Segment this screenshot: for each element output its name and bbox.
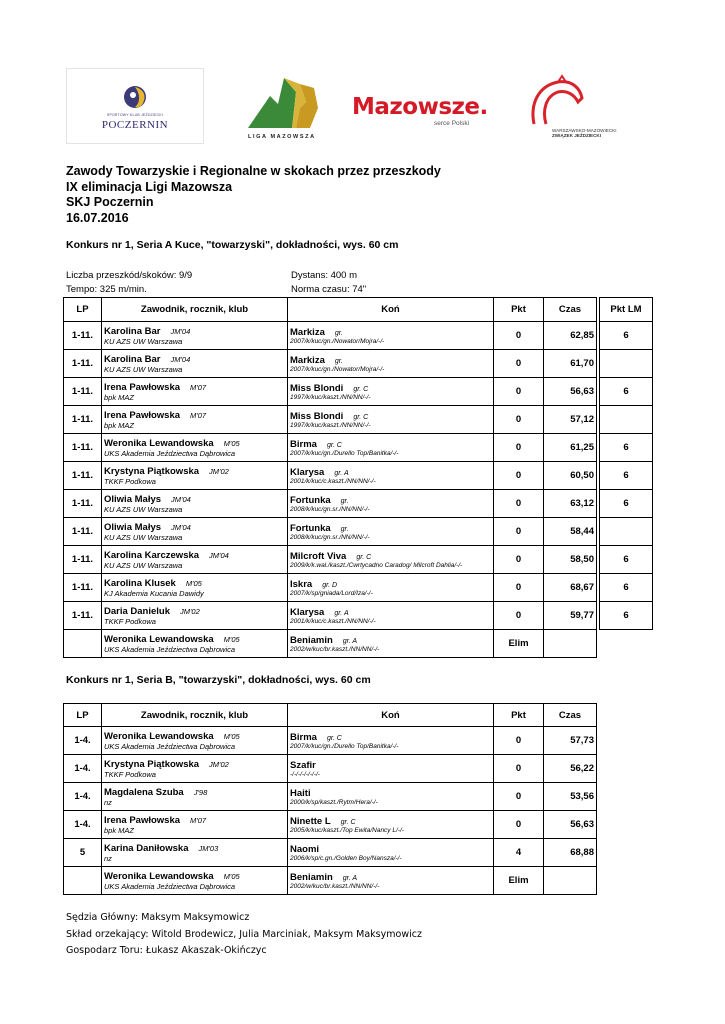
table-a-header-row: [64, 298, 597, 322]
rider-club: bpk MAZ: [104, 825, 135, 835]
horse-pedigree: 2006/k/sp/c.gn./Golden Boy/Nansza/-/-: [290, 854, 402, 862]
event-title: Zawody Towarzyskie i Regionalne w skokach przez przeszkody: [66, 164, 441, 178]
rider-category: M'05: [223, 634, 240, 644]
czas-cell: 62,85: [544, 322, 597, 350]
col-header-pkt: Pkt: [494, 704, 544, 727]
rider-category: M'07: [190, 815, 207, 825]
pktlm-cell: 6: [600, 322, 653, 350]
rider-category: JM'04: [170, 326, 191, 336]
lp-cell: 1-11.: [64, 490, 102, 518]
rider-club: KU AZS UW Warszawa: [104, 504, 183, 514]
horse-cell: [288, 518, 494, 546]
lp-cell: 1-4.: [64, 811, 102, 839]
pktlm-row: [600, 406, 653, 434]
section-b-title: Konkurs nr 1, Seria B, "towarzyski", dokładności, wys. 60 cm: [66, 674, 371, 686]
czas-cell: 68,67: [544, 574, 597, 602]
section-a-time-norm: Norma czasu: 74": [291, 284, 367, 295]
rider-cell: [102, 574, 288, 602]
horse-name: Klarysa: [290, 466, 325, 478]
horse-name: Birma: [290, 438, 317, 450]
lp-cell: 1-11.: [64, 546, 102, 574]
horse-pedigree: 2002/w/kuc/br.kaszt./NN/NN/-/-: [290, 882, 380, 890]
pkt-cell: 0: [494, 378, 544, 406]
section-a-tempo: Tempo: 325 m/min.: [66, 284, 147, 295]
rider-cell: [102, 867, 288, 895]
czas-cell: 56,22: [544, 755, 597, 783]
rider-name: Oliwia Małys: [104, 493, 162, 505]
pktlm-row: [600, 490, 653, 518]
czas-cell: [544, 630, 597, 658]
pktlm-row: [600, 322, 653, 350]
pktlm-row: [600, 546, 653, 574]
logo-strip: [66, 68, 626, 148]
rider-name: Weronika Lewandowska: [104, 633, 214, 645]
rider-category: JM'02: [209, 466, 229, 476]
rider-name: Karolina Bar: [104, 325, 161, 337]
rider-club: nz: [104, 853, 112, 863]
table-row: [64, 490, 597, 518]
rider-cell: [102, 350, 288, 378]
lp-cell: 1-11.: [64, 602, 102, 630]
rider-cell: [102, 406, 288, 434]
rider-category: M'05: [223, 871, 240, 881]
czas-cell: 61,25: [544, 434, 597, 462]
wmzj-logo: [524, 74, 624, 146]
table-row: [64, 630, 597, 658]
col-header-czas: Czas: [544, 298, 597, 322]
rider-club: KU AZS UW Warszawa: [104, 336, 183, 346]
event-header: [66, 164, 441, 226]
rider-category: M'07: [190, 382, 207, 392]
section-a-title: Konkurs nr 1, Seria A Kuce, "towarzyski", dokładności, wys. 60 cm: [66, 239, 399, 251]
czas-cell: 56,63: [544, 811, 597, 839]
poczernin-emblem-icon: [123, 83, 151, 111]
pkt-cell: 0: [494, 546, 544, 574]
horse-name: Fortunka: [290, 494, 331, 506]
horse-pedigree: 2001/k/kuc/c.kaszt./NN/NN/-/-: [290, 477, 376, 485]
horse-cell: [288, 434, 494, 462]
horse-name: Markiza: [290, 354, 325, 366]
table-row: [64, 783, 597, 811]
rider-name: Karolina Karczewska: [104, 549, 200, 561]
col-header-pkt: Pkt: [494, 298, 544, 322]
rider-category: JM'04: [171, 494, 191, 504]
horse-pedigree: 2007/k/kuc/gn./Nowator/Mojra/-/-: [290, 337, 385, 345]
table-row: [64, 462, 597, 490]
logo2-caption: LIGA MAZOWSZA: [248, 134, 316, 140]
rider-name: Weronika Lewandowska: [104, 730, 214, 742]
rider-name: Oliwia Małys: [104, 521, 162, 533]
table-row: [64, 755, 597, 783]
horse-group: gr. A: [334, 609, 349, 617]
table-b-header-row: [64, 704, 597, 727]
table-row: [64, 518, 597, 546]
col-header-horse: Koń: [288, 704, 494, 727]
pkt-cell: Elim: [494, 630, 544, 658]
rider-category: M'05: [185, 578, 202, 588]
horse-group: gr. A: [342, 637, 358, 645]
results-table-b: [63, 703, 597, 895]
pkt-cell: 0: [494, 783, 544, 811]
rider-cell: [102, 434, 288, 462]
head-judge: Sędzia Główny: Maksym Maksymowicz: [66, 912, 250, 923]
liga-mazowsza-logo: [244, 74, 324, 146]
pkt-cell: 0: [494, 574, 544, 602]
horse-name: Klarysa: [290, 606, 325, 618]
lp-cell: 5: [64, 839, 102, 867]
horse-group: gr. A: [334, 469, 349, 477]
horse-pedigree: 2008/k/kuc/gn.sr./NN/NN/-/-: [290, 533, 370, 541]
rider-club: UKS Akademia Jeździectwa Dąbrowica: [104, 881, 236, 891]
horse-group: gr.: [340, 497, 349, 505]
pktlm-cell: [600, 518, 653, 546]
section-a-distance: Dystans: 400 m: [291, 270, 357, 281]
logo4-line2: ZWIĄZEK JEŹDZIECKI: [552, 133, 601, 138]
rider-cell: [102, 546, 288, 574]
horse-pedigree: -/-/-/-/-/-/-/-: [290, 770, 320, 778]
horse-pedigree: 1997/k/kuc/kaszt./NN/NN/-/-: [290, 393, 371, 401]
horse-pedigree: 2002/w/kuc/br.kaszt./NN/NN/-/-: [290, 645, 380, 653]
horse-name: Iskra: [290, 578, 313, 590]
pktlm-cell: 6: [600, 434, 653, 462]
rider-name: Irena Pawłowska: [104, 381, 181, 393]
rider-name: Weronika Lewandowska: [104, 437, 214, 449]
col-header-czas: Czas: [544, 704, 597, 727]
horse-name: Birma: [290, 731, 317, 743]
lp-cell: 1-11.: [64, 322, 102, 350]
lp-cell: 1-11.: [64, 378, 102, 406]
horse-head-icon: [244, 74, 324, 132]
pkt-cell: 0: [494, 350, 544, 378]
pktlm-row: [600, 350, 653, 378]
rider-club: UKS Akademia Jeździectwa Dąbrowica: [104, 741, 236, 751]
rider-club: TKKF Podkowa: [104, 476, 156, 486]
results-table-a: [63, 297, 597, 658]
lp-cell: 1-11.: [64, 518, 102, 546]
judging-panel: Skład orzekający: Witold Brodewicz, Julia Marciniak, Maksym Maksymowicz: [66, 928, 422, 940]
col-header-rider: Zawodnik, rocznik, klub: [102, 298, 288, 322]
rider-cell: [102, 322, 288, 350]
pktlm-row: [600, 462, 653, 490]
pktlm-cell: 6: [600, 574, 653, 602]
horse-name: Fortunka: [290, 522, 331, 534]
horse-pedigree: 2001/k/kuc/c.kaszt./NN/NN/-/-: [290, 617, 376, 625]
pktlm-cell: 6: [600, 490, 653, 518]
rider-name: Karina Daniłowska: [104, 842, 189, 854]
pktlm-cell: [600, 350, 653, 378]
rider-club: bpk MAZ: [104, 420, 135, 430]
lp-cell: 1-11.: [64, 406, 102, 434]
pkt-cell: 0: [494, 755, 544, 783]
horse-name: Szafir: [290, 759, 316, 771]
table-row: [64, 811, 597, 839]
rider-category: JM'04: [209, 550, 229, 560]
horse-pedigree: 1997/k/kuc/kaszt./NN/NN/-/-: [290, 421, 371, 429]
rider-cell: [102, 518, 288, 546]
pktlm-row: [600, 378, 653, 406]
lp-cell: 1-11.: [64, 574, 102, 602]
horse-group: gr.: [334, 357, 343, 365]
rider-name: Krystyna Piątkowska: [104, 465, 200, 477]
col-header-horse: Koń: [288, 298, 494, 322]
col-header-lp: LP: [64, 704, 102, 727]
pktlm-row: [600, 518, 653, 546]
event-venue: SKJ Poczernin: [66, 195, 154, 209]
rider-name: Karolina Klusek: [104, 577, 176, 589]
rider-category: JM'04: [171, 522, 191, 532]
rider-cell: [102, 783, 288, 811]
event-date: 16.07.2016: [66, 210, 129, 225]
rider-category: M'07: [190, 410, 207, 420]
pkt-cell: Elim: [494, 867, 544, 895]
table-row: [64, 602, 597, 630]
horse-cell: [288, 755, 494, 783]
horse-group: gr.: [334, 329, 343, 337]
pkt-lm-table: [599, 297, 653, 630]
lp-cell: 1-11.: [64, 434, 102, 462]
horse-cell: [288, 406, 494, 434]
col-header-rider: Zawodnik, rocznik, klub: [102, 704, 288, 727]
horse-cell: [288, 811, 494, 839]
rider-cell: [102, 378, 288, 406]
horse-cell: [288, 630, 494, 658]
lp-cell: 1-11.: [64, 350, 102, 378]
czas-cell: [544, 867, 597, 895]
horse-name: Beniamin: [290, 871, 333, 883]
horse-name: Haiti: [290, 787, 311, 799]
rider-club: KU AZS UW Warszawa: [104, 532, 183, 542]
table-row: [64, 322, 597, 350]
lp-cell: [64, 630, 102, 658]
rider-name: Weronika Lewandowska: [104, 870, 214, 882]
lp-cell: 1-4.: [64, 727, 102, 755]
course-host: Gospodarz Toru: Łukasz Akaszak-Okińczyc: [66, 945, 267, 956]
czas-cell: 68,88: [544, 839, 597, 867]
rider-club: TKKF Podkowa: [104, 616, 156, 626]
pktlm-cell: 6: [600, 602, 653, 630]
pktlm-row: [600, 602, 653, 630]
czas-cell: 63,12: [544, 490, 597, 518]
horse-group: gr. C: [353, 385, 369, 393]
czas-cell: 56,63: [544, 378, 597, 406]
czas-cell: 59,77: [544, 602, 597, 630]
rider-name: Irena Pawłowska: [104, 409, 181, 421]
horse-cell: [288, 490, 494, 518]
pkt-cell: 0: [494, 811, 544, 839]
horse-group: gr. D: [322, 581, 338, 589]
horse-cell: [288, 546, 494, 574]
rider-category: JM'04: [170, 354, 191, 364]
horse-group: gr.: [340, 525, 349, 533]
rider-club: KU AZS UW Warszawa: [104, 560, 183, 570]
col-header-lp: LP: [64, 298, 102, 322]
pktlm-cell: [600, 406, 653, 434]
horse-cell: [288, 462, 494, 490]
czas-cell: 57,12: [544, 406, 597, 434]
horse-pedigree: 2005/k/kuc/kaszt./Top Ewita/Nancy L/-/-: [290, 826, 404, 834]
pkt-cell: 0: [494, 322, 544, 350]
officials-footer: [66, 910, 422, 960]
event-league: IX eliminacja Ligi Mazowsza: [66, 179, 233, 194]
table-row: [64, 434, 597, 462]
mazowsze-logo: [352, 94, 492, 134]
rider-cell: [102, 727, 288, 755]
rider-cell: [102, 602, 288, 630]
table-row: [64, 727, 597, 755]
rider-name: Daria Danieluk: [104, 605, 170, 617]
czas-cell: 58,44: [544, 518, 597, 546]
rider-name: Karolina Bar: [104, 353, 161, 365]
table-row: [64, 350, 597, 378]
rider-name: Krystyna Piątkowska: [104, 758, 200, 770]
rider-name: Magdalena Szuba: [104, 786, 184, 798]
czas-cell: 60,50: [544, 462, 597, 490]
pkt-cell: 0: [494, 727, 544, 755]
rider-club: nz: [104, 797, 112, 807]
rider-category: JM'03: [198, 843, 219, 853]
lp-cell: [64, 867, 102, 895]
horse-group: gr. A: [342, 874, 358, 882]
czas-cell: 61,70: [544, 350, 597, 378]
pkt-cell: 0: [494, 518, 544, 546]
rider-club: KJ Akademia Kucania Dawidy: [104, 588, 204, 598]
horse-pedigree: 2009/k/k.wal./kaszt./Cwrtycadno Caradog/ Milcroft Dahlia/-/-: [290, 561, 463, 569]
pkt-cell: 0: [494, 434, 544, 462]
rider-cell: [102, 462, 288, 490]
czas-cell: 53,56: [544, 783, 597, 811]
horse-group: gr. C: [340, 818, 356, 826]
rider-club: TKKF Podkowa: [104, 769, 156, 779]
table-row: [64, 406, 597, 434]
horse-pedigree: 2007/k/kuc/gn./Durello Top/Banitka/-/-: [290, 449, 399, 457]
rider-cell: [102, 630, 288, 658]
horse-name: Beniamin: [290, 634, 333, 646]
col-header-pktlm: Pkt LM: [600, 298, 653, 322]
horse-cell: [288, 839, 494, 867]
rider-category: J'98: [193, 787, 208, 797]
horse-cell: [288, 378, 494, 406]
czas-cell: 57,73: [544, 727, 597, 755]
pkt-cell: 0: [494, 490, 544, 518]
pktlm-cell: 6: [600, 546, 653, 574]
logo3-sub: serce Polski: [434, 120, 470, 127]
pktlm-cell: 6: [600, 462, 653, 490]
horse-pedigree: 2007/k/kuc/gn./Durello Top/Banitka/-/-: [290, 742, 399, 750]
rider-cell: [102, 839, 288, 867]
lp-cell: 1-4.: [64, 783, 102, 811]
table-row: [64, 839, 597, 867]
horse-name: Miss Blondi: [290, 382, 344, 394]
logo1-line2: POCZERNIN: [101, 119, 169, 131]
logo3-word: Mazowsze.: [352, 94, 488, 120]
horse-group: gr. C: [326, 734, 342, 742]
pkt-cell: 0: [494, 406, 544, 434]
table-row: [64, 546, 597, 574]
pkt-cell: 4: [494, 839, 544, 867]
horse-group: gr. C: [326, 441, 342, 449]
pktlm-row: [600, 574, 653, 602]
horse-group: gr. C: [353, 413, 369, 421]
horse-cell: [288, 574, 494, 602]
horse-name: Milcroft Viva: [290, 550, 347, 562]
rider-cell: [102, 811, 288, 839]
horse-pedigree: 2000/k/sp/kaszt./Rytm/Hera/-/-: [290, 798, 378, 806]
rider-club: UKS Akademia Jeździectwa Dąbrowica: [104, 448, 236, 458]
horse-group: gr. C: [356, 553, 372, 561]
horse-outline-icon: [524, 74, 624, 128]
horse-cell: [288, 322, 494, 350]
skj-poczernin-logo: [66, 68, 204, 144]
horse-pedigree: 2007/k/kuc/gn./Nowator/Mojra/-/-: [290, 365, 385, 373]
horse-cell: [288, 602, 494, 630]
table-row: [64, 867, 597, 895]
rider-club: bpk MAZ: [104, 392, 135, 402]
rider-category: JM'02: [209, 759, 229, 769]
lp-cell: 1-11.: [64, 462, 102, 490]
table-row: [64, 378, 597, 406]
pkt-cell: 0: [494, 602, 544, 630]
rider-name: Irena Pawłowska: [104, 814, 181, 826]
horse-pedigree: 2007/k/sp/gniada/Lord/Iza/-/-: [290, 589, 373, 597]
pkt-cell: 0: [494, 462, 544, 490]
rider-cell: [102, 490, 288, 518]
horse-cell: [288, 867, 494, 895]
pktlm-row: [600, 434, 653, 462]
rider-category: M'05: [223, 438, 240, 448]
horse-name: Ninette L: [290, 815, 331, 827]
rider-club: KU AZS UW Warszawa: [104, 364, 183, 374]
logo1-line1: SPORTOWY KLUB JEŹDZIECKI: [106, 113, 164, 117]
horse-name: Markiza: [290, 326, 325, 338]
table-row: [64, 574, 597, 602]
logo4-line1: WARSZAWSKO-MAZOWIECKI: [552, 128, 617, 133]
horse-name: Naomi: [290, 843, 320, 855]
horse-cell: [288, 350, 494, 378]
horse-pedigree: 2008/k/kuc/gn.sr./NN/NN/-/-: [290, 505, 370, 513]
horse-name: Miss Blondi: [290, 410, 344, 422]
horse-cell: [288, 783, 494, 811]
horse-cell: [288, 727, 494, 755]
rider-category: M'05: [223, 731, 240, 741]
rider-club: UKS Akademia Jeździectwa Dąbrowica: [104, 644, 236, 654]
rider-cell: [102, 755, 288, 783]
czas-cell: 58,50: [544, 546, 597, 574]
pktlm-cell: 6: [600, 378, 653, 406]
section-a-obstacles: Liczba przeszkód/skoków: 9/9: [66, 270, 193, 281]
lp-cell: 1-4.: [64, 755, 102, 783]
rider-category: JM'02: [180, 606, 200, 616]
